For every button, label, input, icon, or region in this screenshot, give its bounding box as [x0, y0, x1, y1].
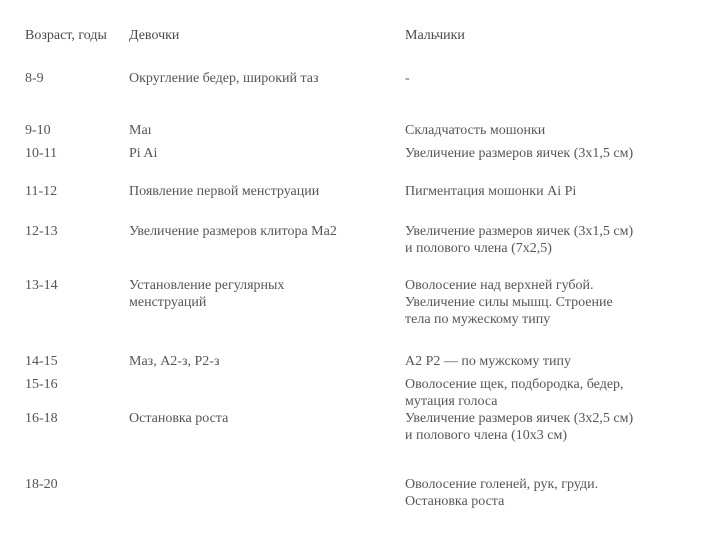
row-girls: Maз, A2-з, P2-з	[129, 354, 220, 369]
row-age: 14-15	[25, 354, 58, 369]
header-age: Возраст, годы	[25, 28, 107, 43]
row-boys-line: тела по мужескому типу	[405, 312, 551, 327]
row-boys: -	[405, 71, 410, 86]
row-age: 9-10	[25, 123, 51, 138]
row-boys-line: Остановка роста	[405, 494, 505, 509]
row-boys-line: Увеличение силы мышц. Строение	[405, 295, 613, 310]
row-age: 18-20	[25, 477, 58, 492]
row-boys: A2 P2 — по мужскому типу	[405, 354, 571, 369]
row-boys-line: и полового члена (10х3 см)	[405, 428, 568, 443]
row-girls: Остановка роста	[129, 411, 229, 426]
row-age: 15-16	[25, 377, 58, 392]
row-age: 11-12	[25, 184, 58, 199]
row-boys: Пигментация мошонки Ai Pi	[405, 184, 577, 199]
row-girls: Увеличение размеров клитора Ма2	[129, 224, 337, 239]
row-age: 12-13	[25, 224, 58, 239]
row-boys-line: мутация голоса	[405, 394, 498, 409]
row-girls: Округление бедер, широкий таз	[129, 71, 319, 86]
row-age: 8-9	[25, 71, 44, 86]
header-girls: Девочки	[129, 28, 180, 43]
row-boys: Увеличение размеров яичек (3х1,5 см)	[405, 224, 634, 239]
header-boys: Мальчики	[405, 28, 465, 43]
row-girls: Установление регулярных	[129, 278, 285, 293]
row-girls: Maı	[129, 123, 152, 138]
row-boys: Увеличение размеров яичек (3х2,5 см)	[405, 411, 634, 426]
row-girls-line: менструаций	[129, 295, 207, 310]
row-girls: Появление первой менструации	[129, 184, 320, 199]
row-age: 10-11	[25, 146, 58, 161]
row-girls: Pi Ai	[129, 146, 158, 161]
row-boys: Оволосение голеней, рук, груди.	[405, 477, 599, 492]
row-age: 16-18	[25, 411, 58, 426]
row-boys-line: и полового члена (7х2,5)	[405, 241, 552, 256]
row-boys: Складчатость мошонки	[405, 123, 546, 138]
row-boys: Оволосение щек, подбородка, бедер,	[405, 377, 624, 392]
row-boys: Оволосение над верхней губой.	[405, 278, 594, 293]
row-boys: Увеличение размеров яичек (3х1,5 см)	[405, 146, 634, 161]
row-age: 13-14	[25, 278, 58, 293]
